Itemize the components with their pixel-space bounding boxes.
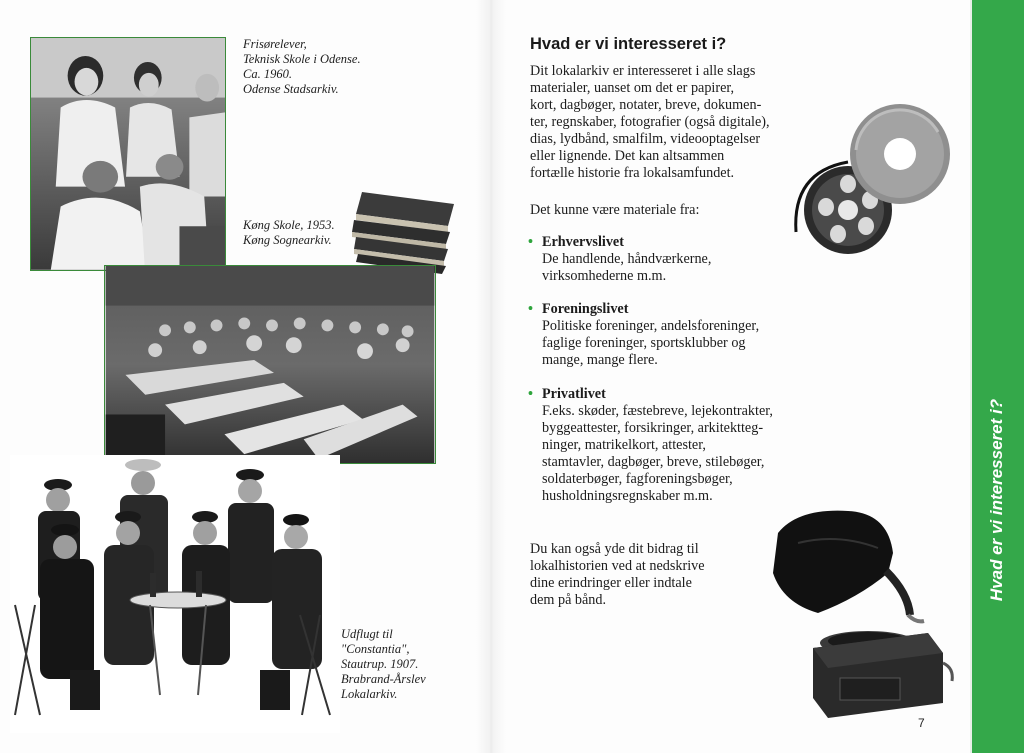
caption-line: Stautrup. 1907. (341, 657, 419, 671)
bullet-title: Foreningslivet (542, 301, 629, 317)
intro-line: Dit lokalarkiv er interesseret i alle slags (530, 63, 756, 79)
school-classroom-photo (104, 265, 436, 464)
bullet-line: De handlende, håndværkerne, (542, 251, 712, 267)
side-tab-label: Hvad er vi interesseret i? (987, 398, 1006, 602)
caption-line: Teknisk Skole i Odense. (243, 52, 361, 66)
film-reel-image (788, 102, 960, 258)
group-excursion-photo (10, 455, 340, 733)
bullet-line: stamtavler, dagbøger, breve, stilebøger, (542, 454, 765, 470)
caption-line: Frisørelever, (243, 37, 307, 51)
bullet-line: faglige foreninger, sportsklubber og (542, 335, 746, 351)
intro-line: materialer, uanset om det er papirer, (530, 80, 735, 96)
stacked-books-image (350, 186, 458, 276)
closing-line: Du kan også yde dit bidrag til (530, 541, 699, 557)
bullet-line: mange, mange flere. (542, 352, 658, 368)
intro-line: kort, dagbøger, notater, breve, dokumen- (530, 97, 762, 113)
gramophone-illustration (758, 503, 958, 721)
bullet-line: virksomhederne m.m. (542, 268, 667, 284)
classroom-illustration (105, 266, 435, 463)
page-heading: Hvad er vi interesseret i? (530, 35, 727, 53)
bullet-title: Erhvervslivet (542, 234, 624, 250)
page-number: 7 (918, 716, 925, 730)
excursion-caption (341, 627, 426, 702)
school-caption (243, 218, 335, 248)
caption-line: Brabrand-Årslev (341, 672, 426, 686)
caption-line: Køng Sognearkiv. (243, 233, 332, 247)
closing-line: dem på bånd. (530, 592, 607, 608)
caption-line: Ca. 1960. (243, 67, 292, 81)
page-gutter (476, 0, 506, 753)
chapter-side-tab (970, 0, 1024, 753)
side-tab-edge (970, 0, 972, 753)
caption-line: Lokalarkiv. (341, 687, 398, 701)
caption-line: Odense Stadsarkiv. (243, 82, 339, 96)
books-illustration (350, 186, 458, 276)
bullet-title: Privatlivet (542, 386, 606, 402)
intro-line: fortælle historie fra lokalsamfundet. (530, 165, 735, 181)
closing-paragraph (530, 541, 705, 609)
caption-line: Køng Skole, 1953. (243, 218, 335, 232)
bullet-line: soldaterbøger, fagforeningsbøger, (542, 471, 733, 487)
gramophone-image (758, 503, 958, 721)
intro-line: ter, regnskaber, fotografier (også digitale), (530, 114, 770, 130)
bullet-line: byggeattester, forsikringer, arkitektteg- (542, 420, 764, 436)
bullet-dot: • (528, 301, 533, 317)
hairdressing-students-illustration (31, 38, 225, 270)
intro-line: eller lignende. Det kan altsammen (530, 148, 725, 164)
bullet-line: Politiske foreninger, andelsforeninger, (542, 318, 760, 334)
bullet-dot: • (528, 234, 533, 250)
bullet-line: husholdningsregnskaber m.m. (542, 488, 713, 504)
film-reel-illustration (788, 102, 960, 258)
caption-line: "Constantia", (341, 642, 410, 656)
hairdressing-students-photo (30, 37, 226, 271)
caption-line: Udflugt til (341, 627, 393, 641)
hairdressing-caption (243, 37, 361, 97)
bullet-dot: • (528, 386, 533, 402)
closing-line: lokalhistorien ved at nedskrive (530, 558, 705, 574)
intro-line: dias, lydbånd, smalfilm, videooptagelser (530, 131, 761, 147)
bullet-line: F.eks. skøder, fæstebreve, lejekontrakter, (542, 403, 773, 419)
closing-line: dine erindringer eller indtale (530, 575, 692, 591)
bullet-line: ninger, matrikelkort, attester, (542, 437, 706, 453)
lead-text: Det kunne være materiale fra: (530, 202, 700, 218)
excursion-illustration (10, 455, 340, 733)
intro-paragraph (530, 63, 770, 182)
